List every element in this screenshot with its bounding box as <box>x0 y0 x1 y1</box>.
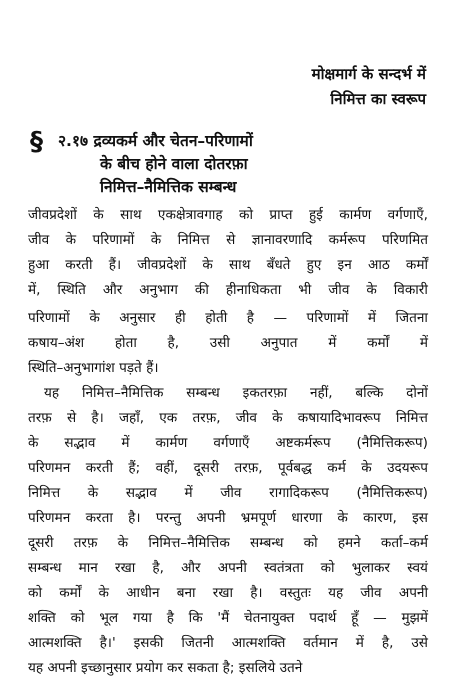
body-line <box>28 431 428 456</box>
body-word: (नैमित्तिकरूप) <box>356 485 428 501</box>
section-heading <box>30 127 430 199</box>
body-word: स्वतंत्रता <box>264 560 304 576</box>
body-word: वर्गणाएँ, <box>387 207 428 223</box>
body-word: प्राप्त <box>269 207 293 223</box>
body-line <box>28 228 428 253</box>
body-word: गया <box>132 610 152 626</box>
body-word: परिणमन <box>28 510 71 526</box>
body-word: इकतरफ़ा <box>242 385 288 401</box>
body-line <box>28 278 428 303</box>
body-word: ज्ञानावरणादि <box>251 232 313 248</box>
body-word: के <box>202 257 213 273</box>
body-word: जीव <box>328 282 350 298</box>
body-word: पदार्थ <box>309 610 337 626</box>
body-word: आत्मशक्ति <box>231 635 286 651</box>
body-word: स्वयं <box>407 560 428 576</box>
body-word: परिणमन <box>28 460 71 476</box>
body-word: को <box>303 535 318 551</box>
body-word: — <box>373 610 387 626</box>
body-word: तरफ़ <box>28 410 52 426</box>
body-word: और <box>102 282 123 298</box>
body-word: एक <box>159 410 178 426</box>
body-word: परिणामों <box>28 310 70 326</box>
body-line <box>28 581 428 606</box>
body-word: सम्बन्ध <box>28 560 62 576</box>
body-word: (नैमित्तिकरूप) <box>356 435 428 451</box>
body-word: उतने <box>279 660 303 676</box>
body-word: मुझमें <box>401 610 428 626</box>
body-word: होती <box>205 310 228 326</box>
body-word: एकक्षेत्रावगाह <box>157 207 223 223</box>
body-word: है। <box>128 510 141 526</box>
body-word: के <box>337 510 348 526</box>
body-word: अपनी <box>47 660 77 676</box>
body-word: कर्म <box>327 460 346 476</box>
body-word: अनुसार <box>119 310 156 326</box>
body-word: कार्मण <box>339 207 372 223</box>
body-word: के <box>366 282 377 298</box>
body-word: हैं। <box>146 360 159 376</box>
body-word: है <box>246 310 254 326</box>
body-word: पूर्वबद्ध <box>278 460 312 476</box>
body-word: इसलिये <box>238 660 276 676</box>
body-word: विकारी <box>393 282 428 298</box>
section-heading-line-2: के बीच होने वाला दोतरफ़ा <box>100 155 248 173</box>
body-word: साथ <box>120 207 142 223</box>
body-word: हैं। <box>108 257 122 273</box>
body-word: परिणामों <box>306 310 349 326</box>
body-word: यह <box>328 585 344 601</box>
body-word: होता <box>114 335 137 351</box>
body-word: बल्कि <box>355 385 384 401</box>
body-word: जहाँ, <box>118 410 145 426</box>
body-word: है, <box>167 335 180 351</box>
body-word: यह <box>44 385 60 401</box>
body-word: परिणमित <box>381 232 428 248</box>
body-word: कर्मों <box>367 335 390 351</box>
body-word: कर्मरूप <box>328 232 366 248</box>
body-word: है, <box>381 635 394 651</box>
body-word: कर्मों <box>59 585 82 601</box>
body-line <box>28 356 428 381</box>
body-line <box>28 506 428 531</box>
body-word: को <box>239 207 253 223</box>
body-word: अष्टकर्मरूप <box>275 435 331 451</box>
body-line <box>28 631 428 656</box>
body-word: और <box>181 560 201 576</box>
body-word: है; <box>222 660 235 676</box>
body-word: अपनी <box>217 560 247 576</box>
body-word: आत्मशक्ति <box>28 635 82 651</box>
body-word: को <box>320 560 335 576</box>
body-word: कार्मण <box>155 435 188 451</box>
body-word: यह <box>28 660 44 676</box>
running-head <box>312 62 426 112</box>
body-word: आठ <box>367 257 390 273</box>
body-line <box>28 556 428 581</box>
body-word: के <box>150 232 162 248</box>
body-word: भूल <box>99 610 119 626</box>
body-line <box>28 253 428 278</box>
body-word: इन <box>337 257 352 273</box>
body-word: है। <box>250 585 263 601</box>
section-symbol: § <box>30 127 43 157</box>
body-word: करता <box>85 510 113 526</box>
body-word: साथ <box>228 257 251 273</box>
body-word: में <box>355 635 364 651</box>
body-word: के <box>28 435 39 451</box>
body-word: में, <box>28 282 41 298</box>
running-head-line-2: निमित्त का स्वरूप <box>330 90 426 108</box>
body-word: तरफ़ <box>73 535 98 551</box>
body-word: कर <box>167 660 184 676</box>
body-word: इस <box>412 510 428 526</box>
body-word: दोनों <box>406 385 428 401</box>
body-word: के <box>65 232 77 248</box>
body-word: परन्तु <box>155 510 182 526</box>
body-word: से <box>66 410 77 426</box>
body-word: रागादिकरूप <box>269 485 329 501</box>
body-word: है <box>166 610 174 626</box>
body-word: कषाय–अंश <box>28 335 85 351</box>
body-word: जीव <box>235 410 257 426</box>
body-line <box>28 381 428 406</box>
body-word: भ्रमपूर्ण <box>240 510 277 526</box>
body-word: दूसरी <box>193 460 220 476</box>
body-word: हुए <box>306 257 322 273</box>
body-word: निमित्त <box>28 485 61 501</box>
body-line <box>28 606 428 631</box>
body-text <box>28 203 428 681</box>
body-word: सम्बन्ध <box>186 385 220 401</box>
body-word: कारण, <box>363 510 397 526</box>
body-word: उसे <box>411 635 428 651</box>
body-word: जितनी <box>181 635 214 651</box>
body-word: करती <box>65 257 93 273</box>
body-line <box>28 406 428 431</box>
body-word: हमने <box>337 535 361 551</box>
body-word: है, <box>152 560 164 576</box>
body-word: वहीं, <box>155 460 179 476</box>
body-word: हूँ <box>351 610 359 626</box>
body-word: बँधते <box>266 257 291 273</box>
body-word: से <box>226 232 236 248</box>
body-word: भुलाकर <box>351 560 390 576</box>
body-word: करती <box>85 460 113 476</box>
body-word: स्थिति–अनुभागांश <box>28 360 115 376</box>
body-line <box>28 331 428 356</box>
body-word: जीवप्रदेशों <box>28 207 77 223</box>
body-line <box>28 306 428 331</box>
body-word: के <box>272 410 283 426</box>
body-word: चेतनायुक्त <box>244 610 295 626</box>
body-word: अपनी <box>196 510 226 526</box>
body-word: की <box>194 282 209 298</box>
body-line <box>28 531 428 556</box>
body-word: है। <box>91 410 104 426</box>
body-word: हीनाधिकता <box>225 282 282 298</box>
body-word: तरफ़, <box>234 460 263 476</box>
body-word: धारणा <box>291 510 323 526</box>
body-word: कषायादिभावरूप <box>297 410 381 426</box>
body-word: वर्तमान <box>303 635 338 651</box>
body-word: बना <box>176 585 196 601</box>
running-head-line-1: मोक्षमार्ग के सन्दर्भ में <box>311 65 426 83</box>
body-word: सद्भाव <box>125 485 157 501</box>
body-word: हुआ <box>28 257 50 273</box>
body-word: के <box>93 207 104 223</box>
body-word: परिणामों <box>92 232 135 248</box>
body-word: तरफ़, <box>192 410 221 426</box>
body-word: जितना <box>395 310 428 326</box>
body-word: सकता <box>187 660 219 676</box>
body-word: दूसरी <box>28 535 54 551</box>
body-word: नहीं, <box>309 385 333 401</box>
body-line <box>28 203 428 228</box>
body-line <box>28 481 428 506</box>
body-word: प्रयोग <box>135 660 163 676</box>
body-word: वर्गणाएँ <box>213 435 250 451</box>
body-word: में <box>328 335 337 351</box>
body-word: जीवप्रदेशों <box>137 257 187 273</box>
body-word: है।' <box>99 635 116 651</box>
body-word: अपनी <box>398 585 428 601</box>
body-word: — <box>273 310 288 326</box>
body-word: हैं; <box>128 460 141 476</box>
body-line <box>28 656 428 681</box>
body-word: जीव <box>220 485 242 501</box>
body-word: निमित्त <box>395 410 428 426</box>
body-word: में <box>419 335 428 351</box>
section-heading-line-3: निमित्त–नैमित्तिक सम्बन्ध <box>100 178 237 196</box>
body-word: हुई <box>308 207 323 223</box>
body-word: के <box>361 460 372 476</box>
body-word: रखा <box>212 585 233 601</box>
body-word: रखा <box>115 560 136 576</box>
body-word: सम्बन्ध <box>249 535 284 551</box>
body-word: कर्मों <box>405 257 428 273</box>
body-word: शक्ति <box>28 610 56 626</box>
body-word: निमित्त <box>177 232 210 248</box>
body-word: भी <box>298 282 312 298</box>
body-word: उसी <box>209 335 230 351</box>
body-word: के <box>89 310 100 326</box>
body-word: कि <box>188 610 203 626</box>
body-word: में <box>184 485 193 501</box>
body-word: जीव <box>360 585 382 601</box>
body-word: मान <box>78 560 98 576</box>
body-word: के <box>117 535 129 551</box>
body-line <box>28 456 428 481</box>
body-word: सद्भाव <box>64 435 96 451</box>
body-word: को <box>70 610 85 626</box>
body-word: में <box>367 310 376 326</box>
body-word: के <box>98 585 109 601</box>
body-word: निमित्त–नैमित्तिक <box>81 385 164 401</box>
body-word: जीव <box>28 232 50 248</box>
body-word: निमित्त–नैमित्तिक <box>148 535 230 551</box>
body-word: ही <box>174 310 186 326</box>
body-word: अनुभाग <box>139 282 178 298</box>
body-word: वस्तुतः <box>279 585 311 601</box>
body-word: आधीन <box>126 585 160 601</box>
body-word: उदयरूप <box>387 460 428 476</box>
body-word: को <box>28 585 42 601</box>
body-word: में <box>121 435 130 451</box>
body-word: अनुपात <box>260 335 298 351</box>
body-word: इच्छानुसार <box>80 660 132 676</box>
body-word: पड़ते <box>119 360 142 376</box>
body-word: 'मैं <box>217 610 230 626</box>
body-word: के <box>87 485 99 501</box>
section-heading-line-1: २.१७ द्रव्यकर्म और चेतन–परिणामों <box>58 132 253 150</box>
body-word: स्थिति <box>57 282 86 298</box>
body-word: इसकी <box>133 635 164 651</box>
body-word: कर्ता–कर्म <box>380 535 428 551</box>
